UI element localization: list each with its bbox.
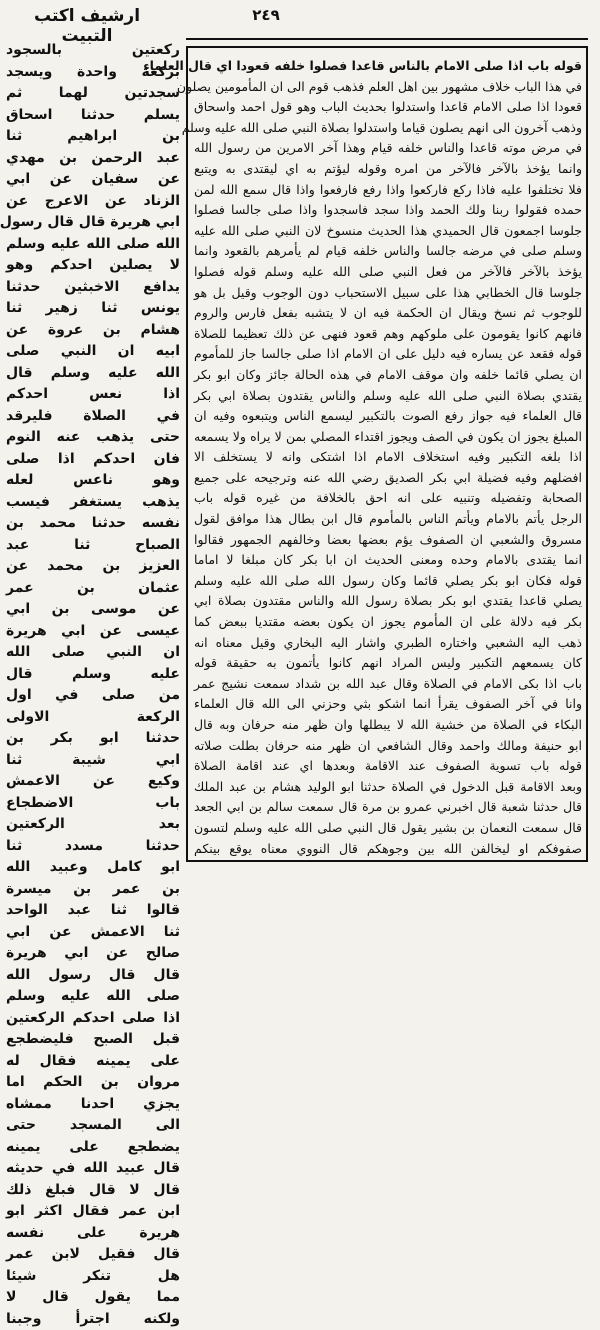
body-line: افضلهم وفيه فضيلة ابي بكر الصديق رضي الله عنه وترجيحه على جميع — [194, 468, 582, 489]
body-line: يقتدي بصلاة النبي صلى الله عليه وسلم والناس يقتدون بصلاة ابي بكر — [194, 386, 582, 407]
margin-line: على يمينه فقال له — [6, 1051, 180, 1073]
margin-line: بركعة واحدة ويسجد — [6, 62, 180, 84]
margin-line: حتى يذهب عنه النوم — [6, 427, 180, 449]
margin-line: ولكنه اجترأ وجبنا — [6, 1309, 180, 1330]
margin-line: وهو ناعس لعله — [6, 470, 180, 492]
section-heading-line: قوله باب اذا صلى الامام بالناس قاعدا فصلوا خلفه قعودا اي قال العلماء — [194, 56, 582, 77]
margin-line: سجدتين لهما ثم — [6, 83, 180, 105]
body-line: قوله فقعد عن يساره فيه دليل على ان الامام اذا صلى جالسا جاز للمأموم — [194, 344, 582, 365]
body-line: البكاء في الصلاة من خشية الله لا يبطلها وان ظهر منه حرفان وبه قال — [194, 715, 582, 736]
margin-line: بن عمر بن ميسرة — [6, 879, 180, 901]
body-line: باب اذا بكى الامام في الصلاة وقال عبد الله بن شداد سمعت نشيج عمر — [194, 674, 582, 695]
margin-line: ابو كامل وعبيد الله — [6, 857, 180, 879]
body-line: ان يصلي قائما خلفه وان موقف الامام في هذه الحالة جائز وكان ابو بكر — [194, 365, 582, 386]
margin-line: بعد الركعتين — [6, 814, 180, 836]
margin-line: صالح عن ابي هريرة — [6, 943, 180, 965]
body-line: قال حدثنا شعبة قال اخبرني عمرو بن مرة قال سمعت سالم بن ابي الجعد — [194, 797, 582, 818]
body-line: فلا تختلفوا عليه فاذا ركع فاركعوا واذا رفع فارفعوا واذا قال سمع الله لمن — [194, 180, 582, 201]
body-line: ابو حنيفة ومالك واحمد وقال الشافعي ان ظهر منه حرفان بطلت صلاته — [194, 736, 582, 757]
margin-line: يونس ثنا زهير ثنا — [6, 298, 180, 320]
body-line: في مرض موته قاعدا والناس خلفه قيام وهذا آخر الامرين من رسول الله — [194, 138, 582, 159]
margin-line: في الصلاة فليرقد — [6, 406, 180, 428]
margin-line: ابي هريرة قال قال رسول — [6, 212, 180, 234]
body-line: قوله باب تسوية الصفوف عند الاقامة وبعدها اي عند اقامة الصلاة — [194, 756, 582, 777]
margin-text-column — [6, 40, 180, 860]
margin-line: ثنا الاعمش عن ابي — [6, 922, 180, 944]
margin-line: يضطجع على يمينه — [6, 1137, 180, 1159]
margin-line: باب الاضطجاع — [6, 793, 180, 815]
body-line: حمده فقولوا ربنا ولك الحمد واذا سجد فاسجدوا واذا صلى جالسا فصلوا — [194, 200, 582, 221]
margin-line: مروان بن الحكم اما — [6, 1072, 180, 1094]
margin-line: قال لا قال فبلغ ذلك — [6, 1180, 180, 1202]
margin-line: قال عبيد الله في حديثه — [6, 1158, 180, 1180]
margin-line: قالوا ثنا عبد الواحد — [6, 900, 180, 922]
margin-line: العزيز بن محمد عن — [6, 556, 180, 578]
margin-line: عليه وسلم قال — [6, 664, 180, 686]
margin-line: حدثنا مسدد ثنا — [6, 836, 180, 858]
body-line: انما يقتدى بالامام وحده ومعنى الحديث ان ابا بكر كان مبلغا لا اماما — [194, 550, 582, 571]
margin-line: عن موسى بن ابي — [6, 599, 180, 621]
body-line: وسلم صلى في مرضه جالسا والناس خلفه قيام لم يأمرهم بالقعود وانما — [194, 241, 582, 262]
margin-line: عيسى عن ابي هريرة — [6, 621, 180, 643]
main-text-column — [194, 56, 582, 856]
margin-line: مما يقول قال لا — [6, 1287, 180, 1309]
header-rule — [186, 38, 588, 40]
margin-line: هريرة على نفسه — [6, 1223, 180, 1245]
body-line: قال سمعت النعمان بن بشير يقول قال النبي صلى الله عليه وسلم لتسون — [194, 818, 582, 839]
body-line: جلوسا قال الخطابي هذا على سبيل الاستحباب دون الوجوب وقيل بل هو — [194, 283, 582, 304]
body-line: وبعد الاقامة قبل الدخول في الصلاة حدثنا ابو الوليد هشام بن عبد الملك — [194, 777, 582, 798]
body-line: للوجوب ثم نسخ ويقال ان الحكمة فيه ان لا يتشبه بفعل فارس والروم — [194, 303, 582, 324]
body-line: الصحابة وتفضيله وتنبيه على انه احق بالخلافة من غيره قوله باب — [194, 488, 582, 509]
margin-line: الله صلى الله عليه وسلم — [6, 234, 180, 256]
body-line: المبلغ يجوز ان يكون في الصف ويجوز اقتداء المصلي بمن لا يراه ولا يسمعه — [194, 427, 582, 448]
body-line: وذهب آخرون الى انهم يصلون قياما واستدلوا بصلاة النبي صلى الله عليه وسلم — [194, 118, 582, 139]
body-line: مسروق والشعبي ان الصفوف يؤم بعضها بعضا وخالفهم الجمهور فقالوا — [194, 530, 582, 551]
body-line: كان يسمعهم التكبير وليس المراد انهم كانوا يأتمون به حقيقة قوله — [194, 653, 582, 674]
body-line: قعودا اذا صلى الامام قاعدا واستدلوا بحديث الباب وهو قول احمد واسحاق — [194, 97, 582, 118]
page-number: ٢٤٩ — [236, 6, 296, 24]
body-line: فانهم كانوا يقومون على ملوكهم وهم قعود فنهى عن ذلك تعظيما للصلاة — [194, 324, 582, 345]
margin-line: يسلم حدثنا اسحاق — [6, 105, 180, 127]
body-line: صفوفكم او ليخالفن الله بين وجوهكم قال النووي معناه يوقع بينكم — [194, 839, 582, 860]
body-line: قوله فكان ابو بكر يصلي قائما وكان رسول الله صلى الله عليه وسلم — [194, 571, 582, 592]
body-line: اذا بلغه التكبير وفيه استخلاف الامام اذا اشتكى وانه لا يستخلف الا — [194, 447, 582, 468]
margin-line: الله عليه وسلم قال — [6, 363, 180, 385]
margin-line: بن ابراهيم ثنا — [6, 126, 180, 148]
body-line: جلوسا اجمعون قال الحميدي هذا الحديث منسوخ لان النبي صلى الله عليه — [194, 221, 582, 242]
margin-line: حدثنا ابو بكر بن — [6, 728, 180, 750]
margin-line: يذهب يستغفر فيسب — [6, 492, 180, 514]
margin-line: ان النبي صلى الله — [6, 642, 180, 664]
margin-line: الصباح ثنا عبد — [6, 535, 180, 557]
margin-line: ابيه ان النبي صلى — [6, 341, 180, 363]
margin-line: نفسه حدثنا محمد بن — [6, 513, 180, 535]
margin-line: قال قال رسول الله — [6, 965, 180, 987]
margin-line: هل تنكر شيئا — [6, 1266, 180, 1288]
body-line: قال العلماء فيه جواز رفع الصوت بالتكبير ليسمع الناس ويتبعوه وفيه ان — [194, 406, 582, 427]
body-line: ذهب اليه الشعبي واختاره الطبري واشار اليه البخاري وقيل معناه انه — [194, 633, 582, 654]
running-head: ارشيف اكتب التبيت — [12, 6, 162, 46]
body-line: وانا في آخر الصفوف يقرأ انما اشكو بثي وحزني الى الله قال العلماء — [194, 694, 582, 715]
margin-line: فان احدكم اذا صلى — [6, 449, 180, 471]
margin-line: وكيع عن الاعمش — [6, 771, 180, 793]
margin-line: يجزي احدنا ممشاه — [6, 1094, 180, 1116]
margin-line: هشام بن عروة عن — [6, 320, 180, 342]
margin-line: عثمان بن عمر — [6, 578, 180, 600]
body-line: في هذا الباب خلاف مشهور بين اهل العلم فذهب قوم الى ان المأمومين يصلون — [194, 77, 582, 98]
margin-line: عن سفيان عن ابي — [6, 169, 180, 191]
margin-line: الى المسجد حتى — [6, 1115, 180, 1137]
body-line: وانما يؤخذ بالآخر فالآخر من امره وقوله ليؤتم به اي ليقتدى به ويتبع — [194, 159, 582, 180]
body-line: يصلي قاعدا يقتدي ابو بكر بصلاة رسول الله والناس مقتدون بصلاة ابي — [194, 591, 582, 612]
margin-line: ابن عمر فقال اكثر ابو — [6, 1201, 180, 1223]
margin-line: ركعتين بالسجود — [6, 40, 180, 62]
margin-line: الركعة الاولى — [6, 707, 180, 729]
margin-line: اذا نعس احدكم — [6, 384, 180, 406]
margin-line: الزناد عن الاعرج عن — [6, 191, 180, 213]
body-line: يؤخذ بالآخر فالآخر من فعل النبي صلى الله عليه وسلم قوله فصلوا — [194, 262, 582, 283]
margin-line: اذا صلى احدكم الركعتين — [6, 1008, 180, 1030]
margin-line: عبد الرحمن بن مهدي — [6, 148, 180, 170]
margin-line: لا يصلين احدكم وهو — [6, 255, 180, 277]
margin-line: من صلى في اول — [6, 685, 180, 707]
body-line: بكر فيه دلالة على ان المأموم يجوز ان يكون بعضه مقتديا ببعض كما — [194, 612, 582, 633]
margin-line: ابي شيبة ثنا — [6, 750, 180, 772]
margin-line: قال فقيل لابن عمر — [6, 1244, 180, 1266]
margin-line: صلى الله عليه وسلم — [6, 986, 180, 1008]
margin-line: قبل الصبح فليضطجع — [6, 1029, 180, 1051]
body-line: الرجل يأتم بالامام ويأتم الناس بالمأموم قال ابن بطال هذا موافق لقول — [194, 509, 582, 530]
margin-line: يدافع الاخبثين حدثنا — [6, 277, 180, 299]
